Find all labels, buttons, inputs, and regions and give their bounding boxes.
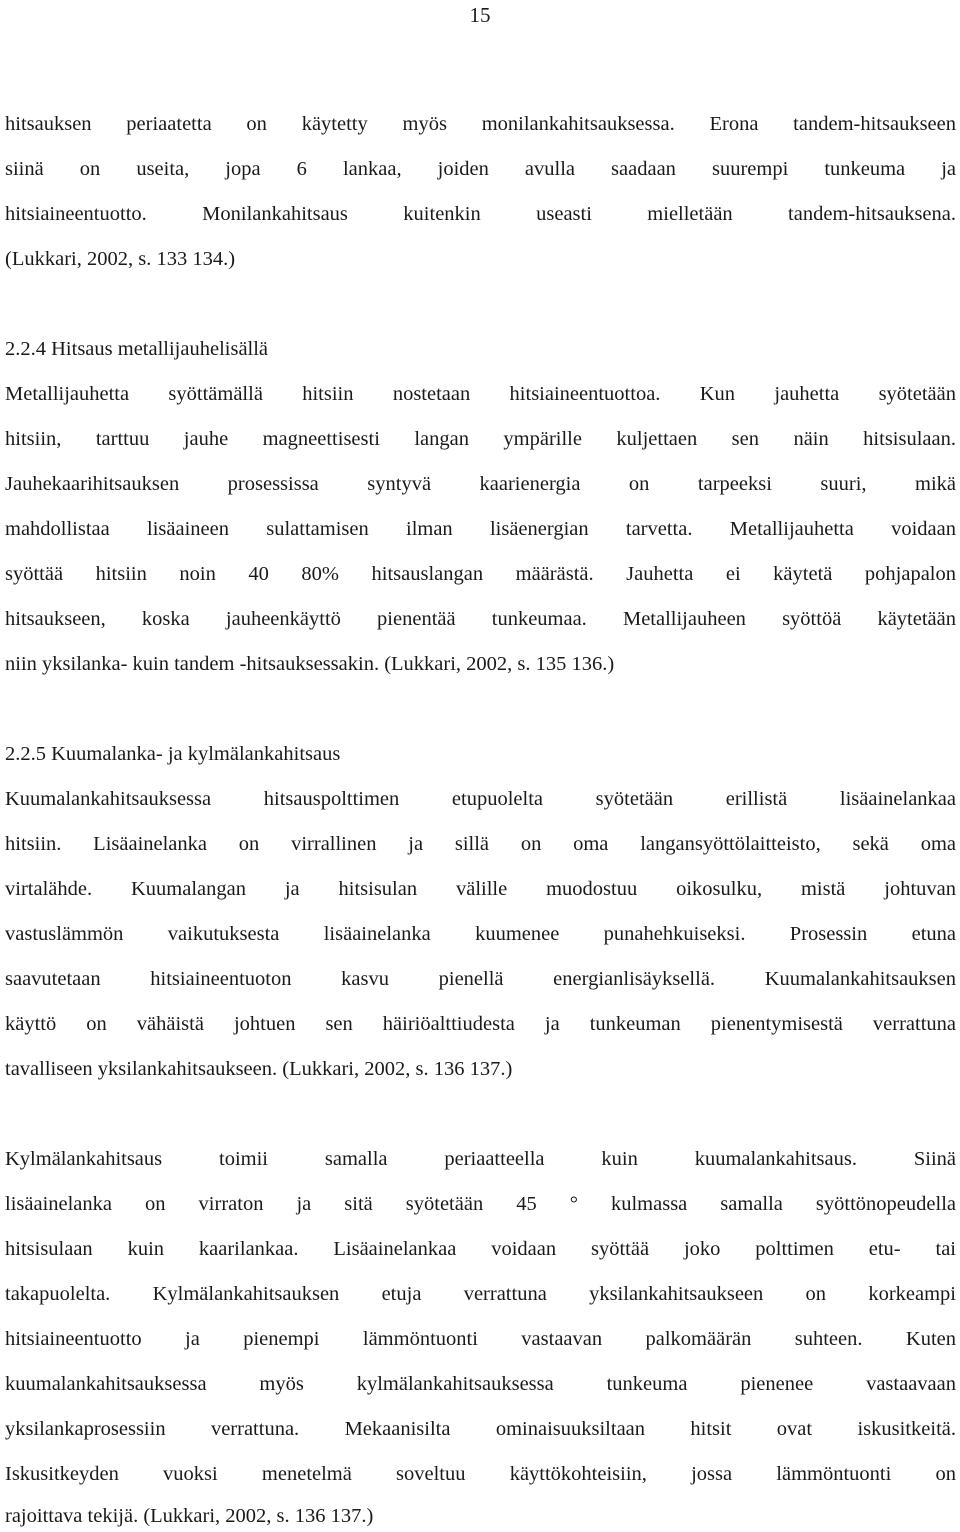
text-line: mahdollistaa lisäaineen sulattamisen ilman lisäenergian tarvetta. Metallijauhetta voidaan — [5, 518, 956, 540]
text-line: hitsaukseen, koska jauheenkäyttö pienentää tunkeumaa. Metallijauheen syöttöä käytetään — [5, 608, 956, 630]
text-line: hitsiaineentuotto. Monilankahitsaus kuitenkin useasti mielletään tandem-hitsauksena. — [5, 203, 956, 225]
text-line: Iskusitkeyden vuoksi menetelmä soveltuu käyttökohteisiin, jossa lämmöntuonti on — [5, 1463, 956, 1485]
text-line: Jauhekaarihitsauksen prosessissa syntyvä kaarienergia on tarpeeksi suuri, mikä — [5, 473, 956, 495]
text-line: syöttää hitsiin noin 40 80% hitsauslangan määrästä. Jauhetta ei käytetä pohjapalon — [5, 563, 956, 585]
text-line: hitsiin. Lisäainelanka on virrallinen ja sillä on oma langansyöttölaitteisto, sekä oma — [5, 833, 956, 855]
text-line: tavalliseen yksilankahitsaukseen. (Lukkari, 2002, s. 136 137.) — [5, 1058, 513, 1080]
text-line: hitsauksen periaatetta on käytetty myös monilankahitsauksessa. Erona tandem-hitsaukseen — [5, 113, 956, 135]
section-heading-2-2-4: 2.2.4 Hitsaus metallijauhelisällä — [5, 338, 269, 360]
text-line: saavutetaan hitsiaineentuoton kasvu pienellä energianlisäyksellä. Kuumalankahitsauksen — [5, 968, 956, 990]
text-line: Kuumalankahitsauksessa hitsauspolttimen etupuolelta syötetään erillistä lisäainelankaa — [5, 788, 956, 810]
text-line: kuumalankahitsauksessa myös kylmälankahitsauksessa tunkeuma pienenee vastaavaan — [5, 1373, 956, 1395]
text-line: hitsiin, tarttuu jauhe magneettisesti langan ympärille kuljettaen sen näin hitsisulaan. — [5, 428, 956, 450]
text-line: Kylmälankahitsaus toimii samalla periaatteella kuin kuumalankahitsaus. Siinä — [5, 1148, 956, 1170]
text-line: siinä on useita, jopa 6 lankaa, joiden avulla saadaan suurempi tunkeuma ja — [5, 158, 956, 180]
text-line: Metallijauhetta syöttämällä hitsiin nostetaan hitsiaineentuottoa. Kun jauhetta syötetään — [5, 383, 956, 405]
text-line: (Lukkari, 2002, s. 133 134.) — [5, 248, 236, 270]
text-line: rajoittava tekijä. (Lukkari, 2002, s. 136 137.) — [5, 1505, 374, 1527]
section-heading-2-2-5: 2.2.5 Kuumalanka- ja kylmälankahitsaus — [5, 743, 341, 765]
text-line: takapuolelta. Kylmälankahitsauksen etuja verrattuna yksilankahitsaukseen on korkeampi — [5, 1283, 956, 1305]
text-line: hitsiaineentuotto ja pienempi lämmöntuonti vastaavan palkomäärän suhteen. Kuten — [5, 1328, 956, 1350]
text-line: vastuslämmön vaikutuksesta lisäainelanka kuumenee punahehkuiseksi. Prosessin etuna — [5, 923, 956, 945]
text-line: hitsisulaan kuin kaarilankaa. Lisäainelankaa voidaan syöttää joko polttimen etu- tai — [5, 1238, 956, 1260]
text-line: niin yksilanka- kuin tandem -hitsauksessakin. (Lukkari, 2002, s. 135 136.) — [5, 653, 615, 675]
text-line: virtalähde. Kuumalangan ja hitsisulan välille muodostuu oikosulku, mistä johtuvan — [5, 878, 956, 900]
text-line: lisäainelanka on virraton ja sitä syötetään 45 ° kulmassa samalla syöttönopeudella — [5, 1193, 956, 1215]
text-line: yksilankaprosessiin verrattuna. Mekaanisilta ominaisuuksiltaan hitsit ovat iskusitkeitä. — [5, 1418, 956, 1440]
page-number: 15 — [469, 3, 491, 27]
text-line: käyttö on vähäistä johtuen sen häiriöalttiudesta ja tunkeuman pienentymisestä verrattuna — [5, 1013, 956, 1035]
